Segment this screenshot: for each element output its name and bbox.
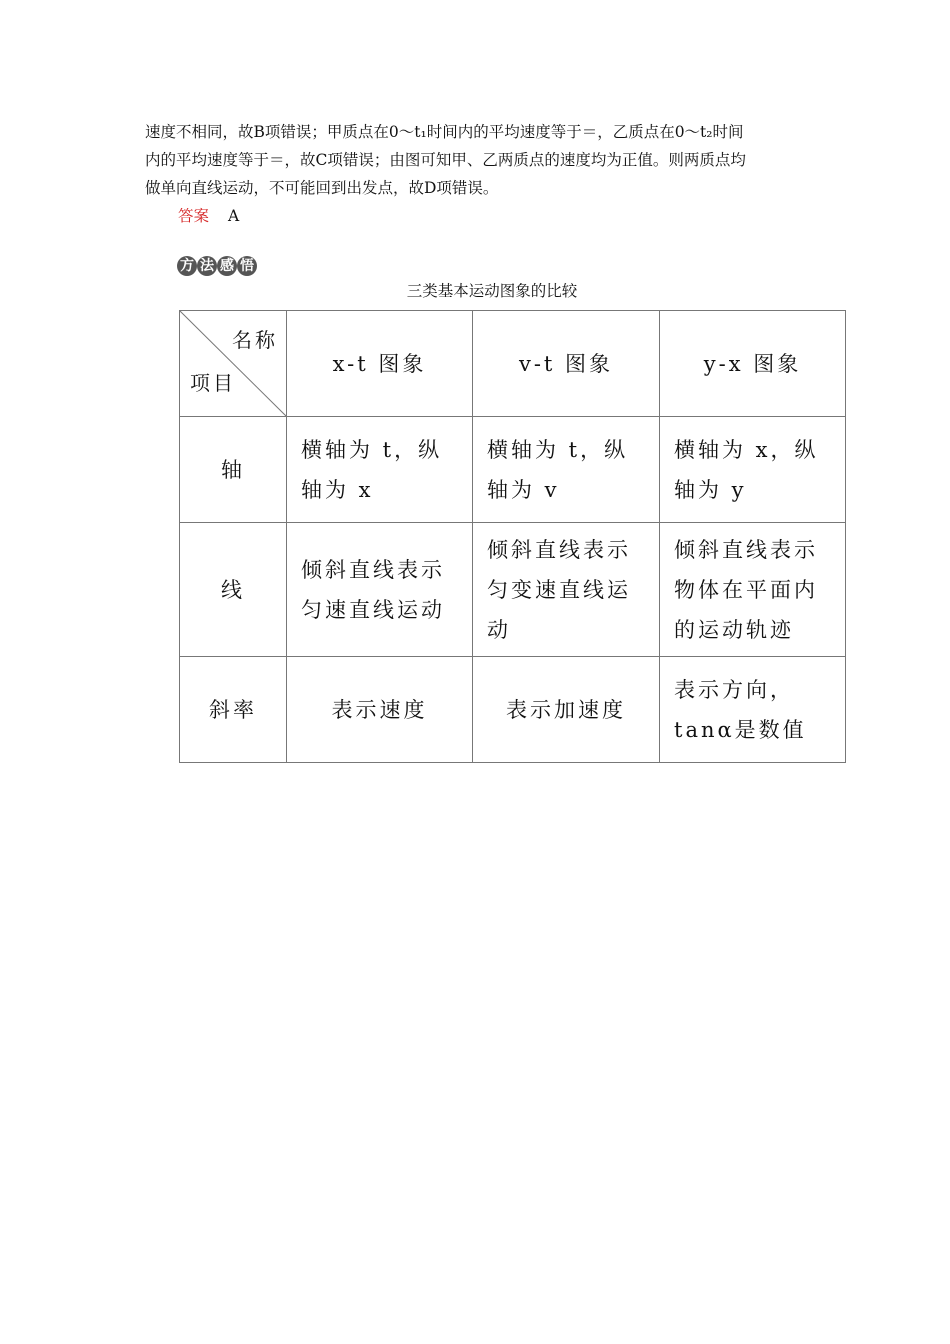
method-badge-char: 感 bbox=[217, 256, 237, 276]
table-header-row bbox=[180, 311, 846, 417]
table-cell: 表示速度 bbox=[287, 657, 473, 763]
table-row bbox=[180, 417, 846, 523]
table-cell: 表示加速度 bbox=[473, 657, 660, 763]
method-badge-char: 方 bbox=[177, 256, 197, 276]
table-header-cell: x-t 图象 bbox=[287, 311, 473, 417]
table-cell: 横轴为 t，纵轴为 x bbox=[287, 417, 473, 523]
method-badge bbox=[177, 256, 257, 276]
paragraph-line-2: 内的平均速度等于＝，故C项错误；由图可知甲、乙两质点的速度均为正值。则两质点均 bbox=[145, 151, 746, 169]
answer-line bbox=[178, 203, 239, 229]
comparison-table bbox=[179, 310, 846, 763]
table-cell: 横轴为 x，纵轴为 y bbox=[660, 417, 846, 523]
table-cell: 倾斜直线表示匀变速直线运动 bbox=[473, 523, 660, 657]
row-label: 线 bbox=[180, 523, 287, 657]
table-header-cell: y-x 图象 bbox=[660, 311, 846, 417]
corner-label-name: 名称 bbox=[232, 328, 278, 352]
table-cell: 横轴为 t，纵轴为 v bbox=[473, 417, 660, 523]
method-badge-char: 法 bbox=[197, 256, 217, 276]
table-cell: 倾斜直线表示物体在平面内的运动轨迹 bbox=[660, 523, 846, 657]
table-caption: 三类基本运动图象的比较 bbox=[406, 282, 578, 300]
table-row bbox=[180, 523, 846, 657]
answer-value: A bbox=[227, 207, 240, 225]
paragraph-line-3: 做单向直线运动，不可能回到出发点，故D项错误。 bbox=[145, 179, 499, 197]
table-row bbox=[180, 657, 846, 763]
explanation-paragraph bbox=[145, 118, 813, 202]
table-corner-cell bbox=[180, 311, 287, 417]
table-header-cell: v-t 图象 bbox=[473, 311, 660, 417]
table-cell: 表示方向，tanα是数值 bbox=[660, 657, 846, 763]
answer-label: 答案 bbox=[178, 207, 210, 225]
paragraph-line-1: 速度不相同，故B项错误；甲质点在0～t₁时间内的平均速度等于＝，乙质点在0～t₂时间 bbox=[145, 123, 744, 141]
corner-label-item: 项目 bbox=[190, 371, 236, 395]
row-label: 斜率 bbox=[180, 657, 287, 763]
table-cell: 倾斜直线表示匀速直线运动 bbox=[287, 523, 473, 657]
method-badge-char: 悟 bbox=[237, 256, 257, 276]
row-label: 轴 bbox=[180, 417, 287, 523]
